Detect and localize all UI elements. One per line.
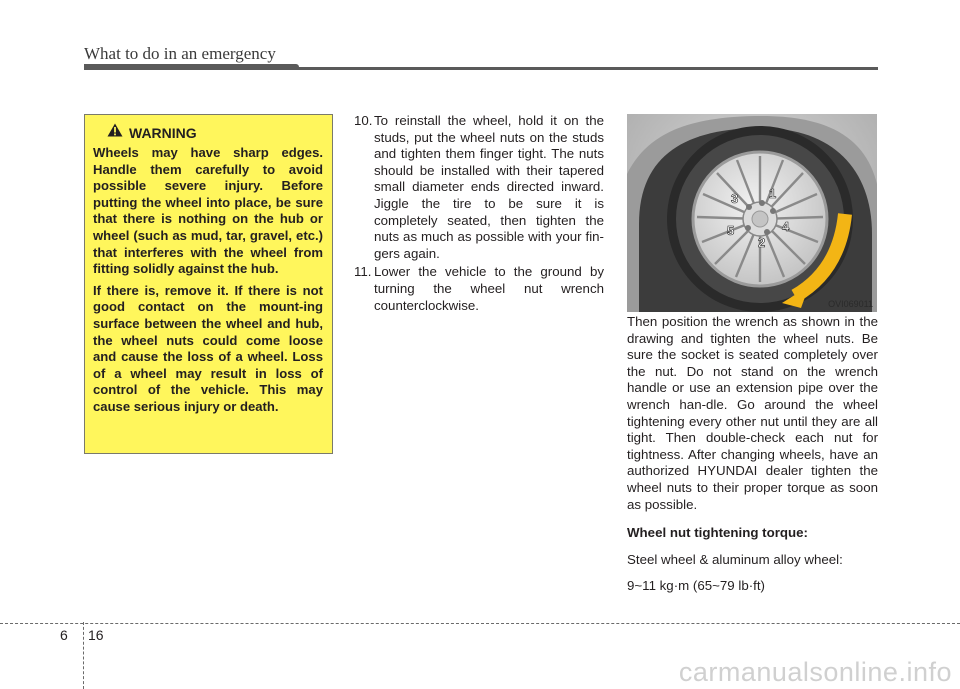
- torque-value: 9~11 kg·m (65~79 lb·ft): [627, 578, 765, 594]
- step-number: 11.: [354, 264, 372, 280]
- body-paragraph: Then position the wrench as shown in the drawing and tighten the wheel nuts. Be sure the socket is seated completely over the nut. Do not stand on the wrench handle or use an extension pipe over the wrench han-dle. Go around the wheel tightening every other nut until they are all tight. Then double-check each nut for tightness. After changing wheels, have an authorized HYUNDAI dealer tighten the wheel nuts to their proper torque as soon as possible.: [627, 314, 878, 512]
- watermark: carmanualsonline.info: [678, 657, 952, 687]
- page-header-title: What to do in an emergency: [84, 44, 276, 63]
- step-text: To reinstall the wheel, hold it on the studs, put the wheel nuts on the studs and tighten them finger tight. The nuts should be installed with their tapered small diameter ends directed inward. Jiggle the tire to be sure it is completely seated, then tighten the nuts as much as possible with your fin-gers again.: [374, 113, 604, 261]
- nut-label-1: 1: [769, 186, 777, 201]
- wheel-illustration-svg: [627, 114, 877, 312]
- instruction-steps: [354, 113, 604, 316]
- warning-header: [107, 123, 323, 142]
- step-item: [354, 264, 604, 314]
- warning-paragraph: Wheels may have sharp edges. Handle them carefully to avoid possible severe injury. Before putting the wheel into place, be sure that there is nothing on the hub or wheel (such as mud, tar, gravel, etc.) that interferes with the wheel from fitting solidly against the hub.: [93, 145, 323, 277]
- warning-paragraph: If there is, remove it. If there is not good contact on the mount-ing surface between the wheel and hub, the wheel nuts could come loose and cause the loss of a wheel. Loss of a wheel may result in loss of control of the vehicle. This may cause serious injury or death.: [93, 282, 323, 414]
- warning-box: [84, 114, 333, 454]
- right-column-text: [627, 314, 878, 605]
- torque-heading: Wheel nut tightening torque:: [627, 525, 808, 541]
- footer-divider: [83, 622, 84, 689]
- page-number: 16: [88, 627, 104, 643]
- nut-label-2: 2: [758, 235, 766, 250]
- step-item: [354, 113, 604, 262]
- header-rule: [84, 67, 878, 70]
- warning-triangle-icon: [107, 123, 123, 142]
- section-number: 6: [60, 627, 68, 643]
- footer-rule: [0, 623, 960, 624]
- step-number: 10.: [354, 113, 373, 128]
- torque-wheel-type: Steel wheel & aluminum alloy wheel:: [627, 551, 843, 567]
- wheel-tightening-illustration: [627, 114, 877, 312]
- figure-code: OVI069011: [828, 299, 873, 309]
- nut-label-3: 3: [731, 191, 739, 206]
- nut-label-5: 5: [727, 223, 735, 238]
- step-text: Lower the vehicle to the ground by turning the wheel nut wrench counterclockwise.: [374, 264, 604, 313]
- nut-label-4: 4: [782, 219, 790, 234]
- warning-title: WARNING: [129, 124, 197, 141]
